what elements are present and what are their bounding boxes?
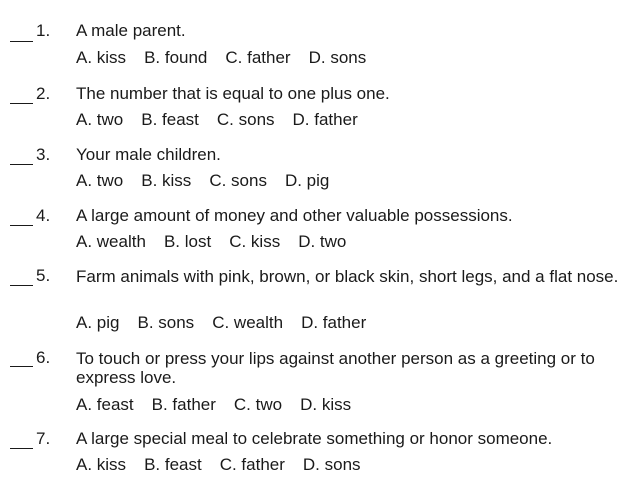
choice-d: D. sons — [302, 455, 361, 474]
choice-b: B. found — [144, 48, 208, 67]
answer-choices — [76, 313, 384, 333]
choice-a: A. wealth — [76, 232, 146, 251]
answer-choices — [76, 171, 347, 191]
choice-d: D. kiss — [300, 395, 352, 414]
choice-b: B. feast — [144, 455, 202, 474]
choice-c: C. wealth — [212, 313, 284, 332]
choice-d: D. father — [301, 313, 367, 332]
choice-b: B. sons — [137, 313, 195, 332]
answer-blank[interactable] — [10, 431, 33, 449]
answer-blank[interactable] — [10, 147, 33, 165]
choice-a: A. two — [76, 110, 124, 129]
answer-blank[interactable] — [10, 268, 33, 286]
answer-blank[interactable] — [10, 349, 33, 367]
answer-blank[interactable] — [10, 208, 33, 226]
choice-d: D. father — [292, 110, 358, 129]
answer-choices — [76, 232, 364, 252]
choice-c: C. father — [225, 48, 291, 67]
answer-choices — [76, 455, 379, 475]
answer-choices — [76, 110, 376, 130]
question-prompt: A large special meal to celebrate something or honor someone. — [76, 429, 553, 448]
question-number: 6. — [36, 348, 51, 367]
question-number: 7. — [36, 429, 51, 448]
choice-a: A. kiss — [76, 48, 127, 67]
choice-d: D. sons — [308, 48, 367, 67]
question-prompt: Farm animals with pink, brown, or black skin, short legs, and a flat nose. — [76, 267, 619, 286]
choice-c: C. sons — [216, 110, 275, 129]
choice-b: B. kiss — [141, 171, 192, 190]
answer-choices — [76, 395, 369, 415]
answer-choices — [76, 48, 384, 68]
question-prompt: A male parent. — [76, 21, 186, 40]
choice-b: B. lost — [163, 232, 212, 251]
answer-blank[interactable] — [10, 86, 33, 104]
choice-a: A. two — [76, 171, 124, 190]
choice-c: C. sons — [209, 171, 267, 190]
question-prompt: To touch or press your lips against another person as a greeting or to express love. — [76, 349, 595, 387]
question-number: 5. — [36, 266, 51, 285]
question-number: 2. — [36, 84, 51, 103]
choice-b: B. feast — [141, 110, 199, 129]
choice-b: B. father — [151, 395, 216, 414]
choice-c: C. two — [233, 395, 283, 414]
question-prompt: Your male children. — [76, 145, 221, 164]
question-number: 4. — [36, 206, 51, 225]
choice-a: A. feast — [76, 395, 134, 414]
choice-d: D. two — [298, 232, 347, 251]
choice-a: A. pig — [76, 313, 120, 332]
question-prompt: The number that is equal to one plus one. — [76, 84, 390, 103]
answer-blank[interactable] — [10, 24, 33, 42]
question-prompt: A large amount of money and other valuable possessions. — [76, 206, 513, 225]
choice-a: A. kiss — [76, 455, 127, 474]
question-number: 3. — [36, 145, 51, 164]
question-number: 1. — [36, 21, 51, 40]
choice-c: C. kiss — [229, 232, 281, 251]
choice-d: D. pig — [284, 171, 330, 190]
choice-c: C. father — [219, 455, 285, 474]
